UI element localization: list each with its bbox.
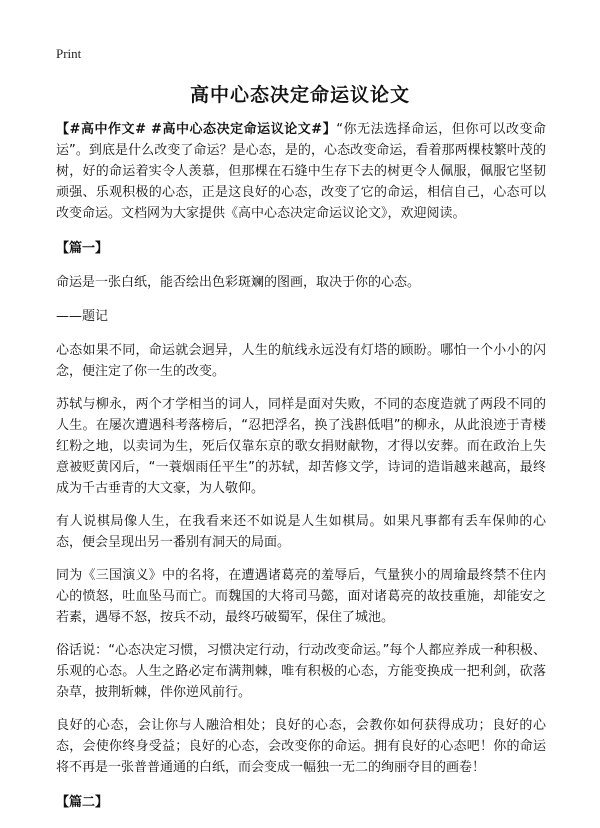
section-heading-1: 【篇一】 [56, 241, 109, 256]
paragraph: 同为《三国演义》中的名将，在遭遇诸葛亮的羞辱后，气量狭小的周瑜最终禁不住内心的愤怒，吐血坠马而亡。而魏国的大将司马懿，面对诸葛亮的故技重施，却能安之若素，遇辱不怒，按兵不动，最终巧破蜀军，保住了城池。 [56, 568, 546, 625]
intro-text: “你无法选择命运，但你可以改变命运”。到底是什么改变了命运？是心态，是的，心态改变命运，看着那两棵枝繁叶茂的树，好的命运着实令人羡慕，但那棵在石缝中生存下去的树更令人佩服，佩服它坚韧顽强、乐观积极的心态，正是这良好的心态，改变了它的命运，相信自己，心态可以改变命运。文档网为大家提供《高中心态决定命运议论文》，欢迎阅读。 [56, 122, 546, 221]
page-title: 高中心态决定命运议论文 [189, 84, 410, 106]
print-label[interactable]: Print [56, 46, 82, 61]
paragraph: 心态如果不同，命运就会迥异，人生的航线永远没有灯塔的顾盼。哪怕一个小小的闪念，便注定了你一生的改变。 [56, 343, 546, 379]
paragraph: 有人说棋局像人生，在我看来还不如说是人生如棋局。如果凡事都有丢车保帅的心态，便会呈现出另一番别有洞天的局面。 [56, 514, 546, 550]
section-heading-2: 【篇二】 [56, 795, 109, 810]
intro-tag: 【#高中作文# #高中心态决定命运议论文#】 [56, 122, 337, 137]
paragraph: 良好的心态，会让你与人融洽相处；良好的心态，会教你如何获得成功；良好的心态，会使你终身受益；良好的心态，会改变你的命运。拥有良好的心态吧！你的命运将不再是一张普普通通的白纸，而会变成一幅独一无二的绚丽夺目的画卷！ [56, 718, 546, 775]
paragraph: 苏轼与柳永，两个才学相当的词人，同样是面对失败，不同的态度造就了两段不同的人生。在屡次遭遇科考落榜后，“忍把浮名，换了浅斟低唱”的柳永，从此浪迹于青楼红粉之地，以卖词为生，死后仅靠东京的歌女捐财献物，才得以安葬。而在政治上失意被贬黄冈后，“一蓑烟雨任平生”的苏轼，却苦修文学，诗词的造诣越来越高，最终成为千古垂青的大文豪，为人敬仰。 [56, 397, 546, 496]
paragraph: 俗话说：“心态决定习惯，习惯决定行动，行动改变命运。”每个人都应养成一种积极、乐观的心态。人生之路必定布满荆棘，唯有积极的心态，方能变换成一把利剑，砍落杂草，披荆斩棘，伴你逆风前行。 [56, 643, 546, 700]
article-body [56, 119, 546, 813]
paragraph: 命运是一张白纸，能否绘出色彩斑斓的图画，取决于你的心态。 [56, 275, 421, 290]
intro-paragraph [56, 119, 546, 224]
epigraph-attribution: ——题记 [56, 309, 109, 324]
